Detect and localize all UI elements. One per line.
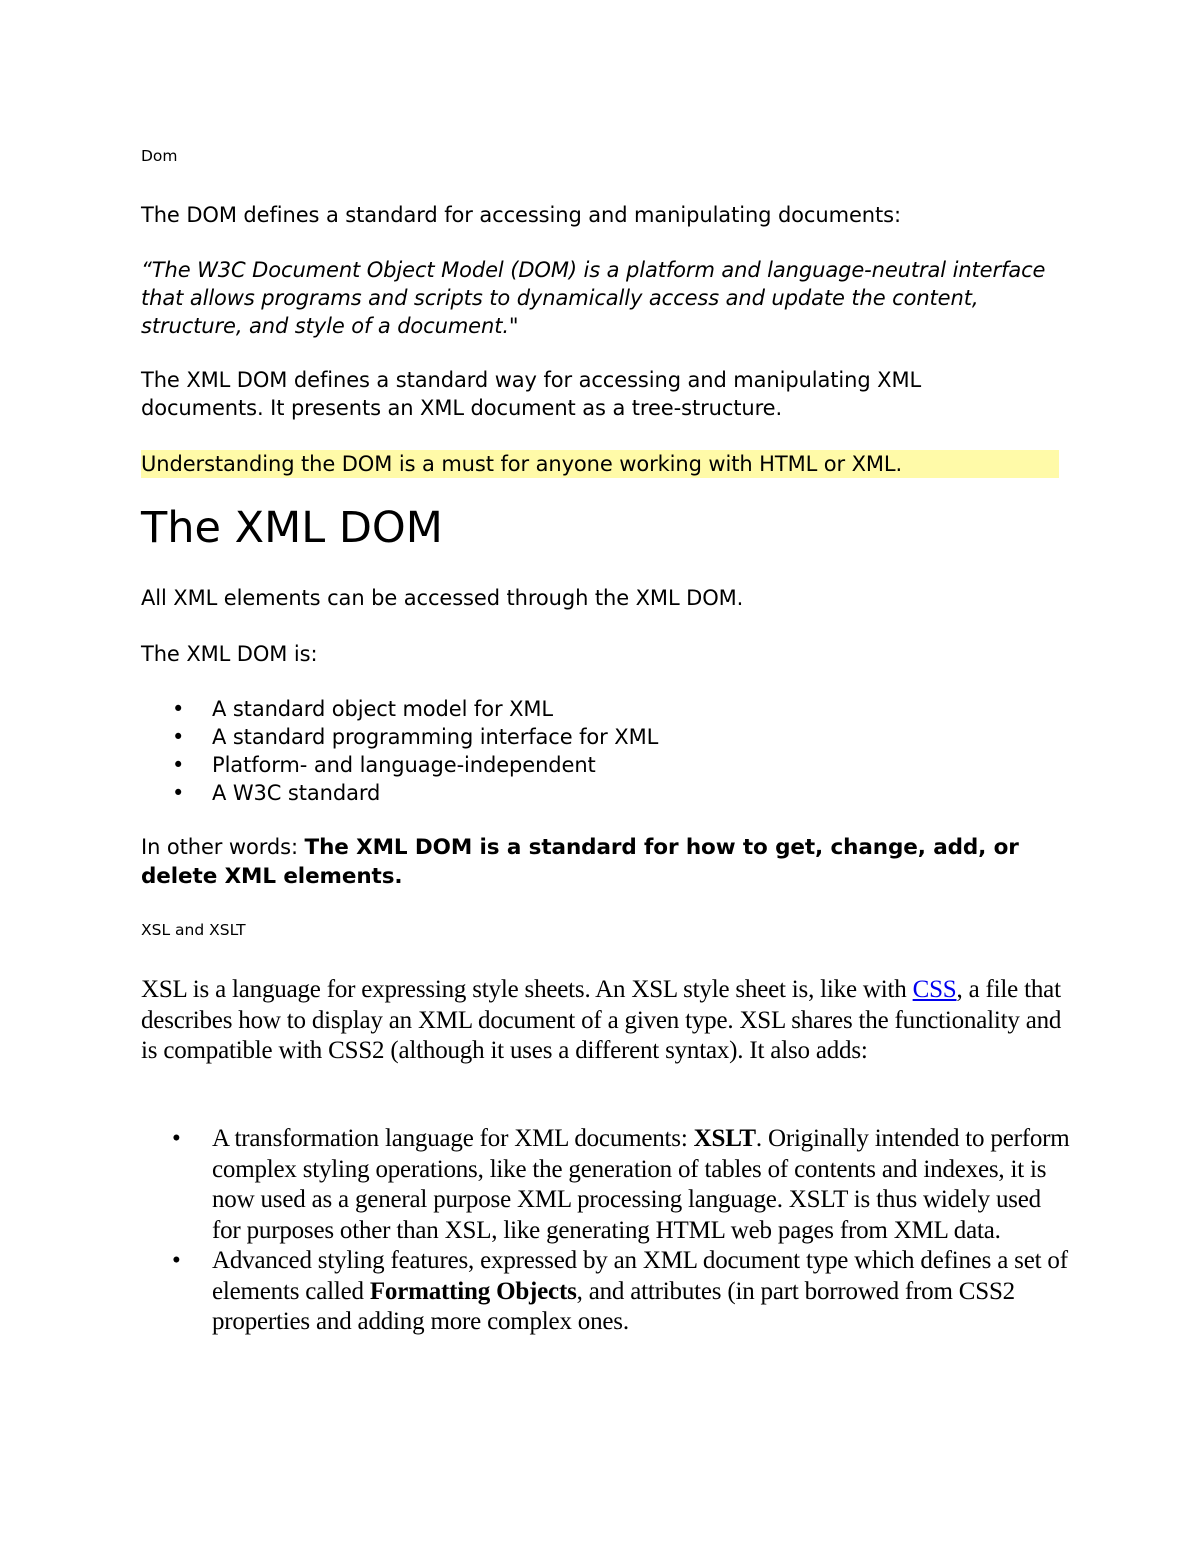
list-item-post: . Originally intended to perform complex styling operations, like the generation of tables of contents and indexes, it is now used as a general purpose XML processing language. XSLT is thus widely used for purposes other than XSL, like generating HTML web pages from XML data. (212, 1125, 1070, 1244)
formatting-objects-term: Formatting Objects (369, 1277, 577, 1305)
list-item-pre: A transformation language for XML documents: (212, 1125, 694, 1152)
list-item (141, 1246, 1071, 1338)
w3c-quote: “The W3C Document Object Model (DOM) is a platform and language-neutral interface that allows programs and scripts to dynamically access and update the content, structure, and style of a document." (141, 258, 1046, 338)
section-title-dom: Dom (141, 147, 178, 165)
list-item (141, 1124, 1071, 1246)
xsl-text-end: , a file that describes how to display an XML document of a given type. XSL shares the functionality and is compatible with CSS2 (although it uses a different syntax). It also adds: (141, 976, 1062, 1064)
bullet-icon: • (172, 1125, 181, 1152)
page-heading: The XML DOM (141, 503, 443, 553)
highlighted-note: Understanding the DOM is a must for anyone working with HTML or XML. (141, 450, 1059, 478)
other-words-paragraph (141, 833, 1056, 891)
section-title-xsl: XSL and XSLT (141, 921, 246, 939)
xsl-features-list (141, 1124, 1071, 1338)
access-paragraph: All XML elements can be accessed through the XML DOM. (141, 586, 744, 610)
bullet-icon: • (172, 725, 185, 749)
dom-features-list (141, 695, 1071, 807)
xml-dom-paragraph: The XML DOM defines a standard way for accessing and manipulating XML documents. It presents an XML document as a tree-structure. (141, 368, 922, 420)
list-item-pre: Advanced styling features, expressed by an XML document type which defines a set of elements called (212, 1247, 1068, 1305)
xsl-paragraph (141, 975, 1066, 1067)
list-item-post: , and attributes (in part borrowed from CSS2 properties and adding more complex ones. (212, 1277, 1015, 1335)
list-item (141, 779, 1071, 807)
list-item-text: A W3C standard (212, 781, 381, 805)
intro-paragraph: The DOM defines a standard for accessing and manipulating documents: (141, 203, 901, 227)
bullet-icon: • (172, 781, 185, 805)
list-item-text: Platform- and language-independent (212, 753, 596, 777)
bullet-icon: • (172, 753, 185, 777)
bullet-icon: • (172, 1247, 181, 1274)
xslt-term: XSLT (693, 1125, 756, 1152)
xsl-text-start: XSL is a language for expressing style sheets. An XSL style sheet is, like with (141, 976, 913, 1003)
list-item (141, 723, 1071, 751)
list-item-text: A standard programming interface for XML (212, 725, 659, 749)
other-words-label: In other words: (141, 835, 305, 859)
bullet-icon: • (172, 697, 185, 721)
list-item (141, 751, 1071, 779)
list-item-text: A standard object model for XML (212, 697, 553, 721)
list-item (141, 695, 1071, 723)
css-link[interactable]: CSS (912, 976, 957, 1003)
dom-is-label: The XML DOM is: (141, 642, 318, 666)
other-words-emphasis: The XML DOM is a standard for how to get, change, add, or delete XML elements. (141, 835, 1019, 889)
